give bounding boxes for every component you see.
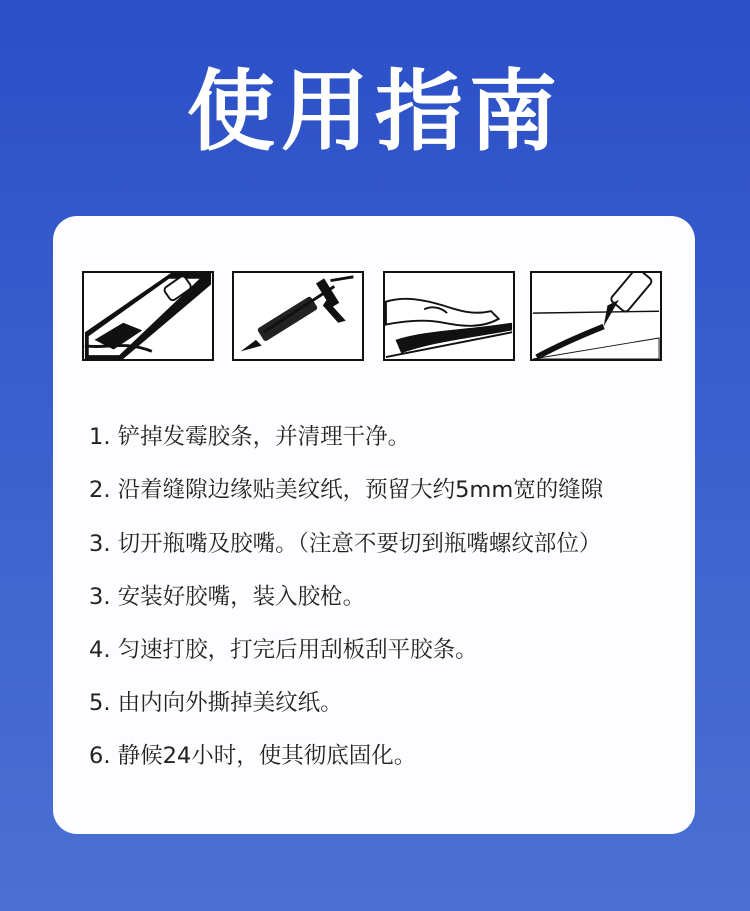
- step-4: 4. 匀速打胶，打完后用刮板刮平胶条。: [89, 637, 478, 663]
- step-1: 1. 铲掉发霉胶条，并清理干净。: [89, 424, 411, 450]
- scraper-icon: [82, 271, 214, 361]
- step-2: 2. 沿着缝隙边缘贴美纹纸，预留大约5mm宽的缝隙: [89, 477, 604, 503]
- step-3b: 3. 安装好胶嘴，装入胶枪。: [89, 584, 366, 610]
- nozzle-apply-icon: [530, 271, 662, 361]
- step-6: 6. 静候24小时，使其彻底固化。: [89, 743, 417, 769]
- page-title: 使用指南: [186, 60, 563, 163]
- step-3: 3. 切开瓶嘴及胶嘴。（注意不要切到瓶嘴螺纹部位）: [89, 531, 602, 557]
- instruction-card: [53, 216, 695, 834]
- hand-tape-icon: [383, 271, 515, 361]
- caulk-gun-icon: [232, 271, 364, 361]
- step-5: 5. 由内向外撕掉美纹纸。: [89, 690, 343, 716]
